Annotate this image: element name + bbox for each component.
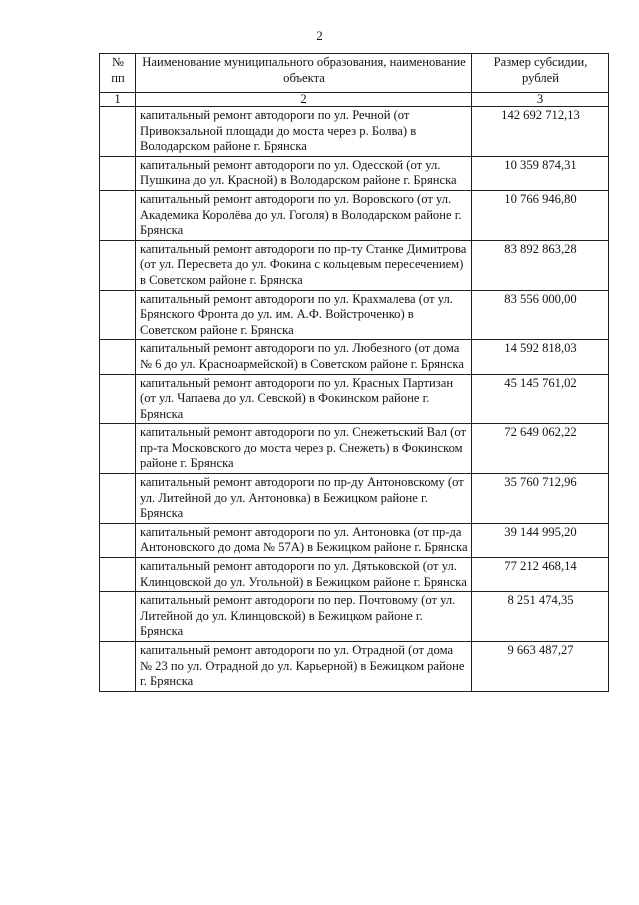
subsidy-amount-cell: 10 359 874,31: [472, 156, 609, 190]
object-name-cell: капитальный ремонт автодороги по ул. Любезного (от дома № 6 до ул. Красноармейской) в Советском районе г. Брянска: [136, 340, 472, 374]
table-row: [100, 340, 609, 374]
object-name-cell: капитальный ремонт автодороги по ул. Антоновка (от пр-да Антоновского до дома № 57А) в Бежицком районе г. Брянска: [136, 523, 472, 557]
row-number-cell: [100, 424, 136, 474]
subsidy-amount-cell: 83 892 863,28: [472, 240, 609, 290]
table-row: [100, 592, 609, 642]
subsidy-amount-cell: 83 556 000,00: [472, 290, 609, 340]
table-row: [100, 374, 609, 424]
table-row: [100, 190, 609, 240]
subsidy-amount-cell: 14 592 818,03: [472, 340, 609, 374]
object-name-cell: капитальный ремонт автодороги по пр-ту Станке Димитрова (от ул. Пересвета до ул. Фокина с кольцевым пересечением) в Советском районе г. Брянска: [136, 240, 472, 290]
row-number-cell: [100, 592, 136, 642]
table-row: [100, 558, 609, 592]
object-name-cell: капитальный ремонт автодороги по ул. Отрадной (от дома № 23 по ул. Отрадной до ул. Карьерной) в Бежицком районе г. Брянска: [136, 642, 472, 692]
row-number-cell: [100, 558, 136, 592]
column-number: 3: [472, 93, 609, 107]
column-number-row: [100, 93, 609, 107]
subsidy-amount-cell: 9 663 487,27: [472, 642, 609, 692]
subsidy-amount-cell: 10 766 946,80: [472, 190, 609, 240]
row-number-cell: [100, 107, 136, 157]
table-row: [100, 424, 609, 474]
row-number-cell: [100, 474, 136, 524]
row-number-cell: [100, 523, 136, 557]
row-number-cell: [100, 642, 136, 692]
object-name-cell: капитальный ремонт автодороги по ул. Воровского (от ул. Академика Королёва до ул. Гоголя) в Володарском районе г. Брянска: [136, 190, 472, 240]
subsidy-amount-cell: 77 212 468,14: [472, 558, 609, 592]
header-name: Наименование муниципального образования, наименование объекта: [136, 54, 472, 93]
subsidy-amount-cell: 35 760 712,96: [472, 474, 609, 524]
table-row: [100, 474, 609, 524]
page-number: 2: [316, 28, 323, 43]
subsidy-amount-cell: 72 649 062,22: [472, 424, 609, 474]
row-number-cell: [100, 340, 136, 374]
subsidy-amount-cell: 142 692 712,13: [472, 107, 609, 157]
object-name-cell: капитальный ремонт автодороги по пр-ду Антоновскому (от ул. Литейной до ул. Антоновка) в Бежицком районе г. Брянска: [136, 474, 472, 524]
row-number-cell: [100, 190, 136, 240]
row-number-cell: [100, 156, 136, 190]
table-header-row: [100, 54, 609, 93]
table-row: [100, 156, 609, 190]
header-amount: Размер субсидии, рублей: [472, 54, 609, 93]
row-number-cell: [100, 374, 136, 424]
table-row: [100, 107, 609, 157]
table-row: [100, 642, 609, 692]
subsidy-amount-cell: 45 145 761,02: [472, 374, 609, 424]
object-name-cell: капитальный ремонт автодороги по ул. Крахмалева (от ул. Брянского Фронта до ул. им. А.Ф. Войстроченко) в Советском районе г. Брянска: [136, 290, 472, 340]
row-number-cell: [100, 290, 136, 340]
header-num: № пп: [100, 54, 136, 93]
table-row: [100, 523, 609, 557]
object-name-cell: капитальный ремонт автодороги по ул. Снежетьский Вал (от пр-та Московского до моста через р. Снежеть) в Фокинском районе г. Брянска: [136, 424, 472, 474]
subsidy-amount-cell: 39 144 995,20: [472, 523, 609, 557]
table-row: [100, 240, 609, 290]
object-name-cell: капитальный ремонт автодороги по ул. Дятьковской (от ул. Клинцовской до ул. Угольной) в Бежицком районе г. Брянска: [136, 558, 472, 592]
object-name-cell: капитальный ремонт автодороги по пер. Почтовому (от ул. Литейной до ул. Клинцовской) в Бежицком районе г. Брянска: [136, 592, 472, 642]
subsidy-table: [99, 53, 609, 692]
object-name-cell: капитальный ремонт автодороги по ул. Красных Партизан (от ул. Чапаева до ул. Севской) в Фокинском районе г. Брянска: [136, 374, 472, 424]
object-name-cell: капитальный ремонт автодороги по ул. Одесской (от ул. Пушкина до ул. Красной) в Володарском районе г. Брянска: [136, 156, 472, 190]
column-number: 2: [136, 93, 472, 107]
object-name-cell: капитальный ремонт автодороги по ул. Речной (от Привокзальной площади до моста через р. Болва) в Володарском районе г. Брянска: [136, 107, 472, 157]
subsidy-amount-cell: 8 251 474,35: [472, 592, 609, 642]
row-number-cell: [100, 240, 136, 290]
table-row: [100, 290, 609, 340]
column-number: 1: [100, 93, 136, 107]
